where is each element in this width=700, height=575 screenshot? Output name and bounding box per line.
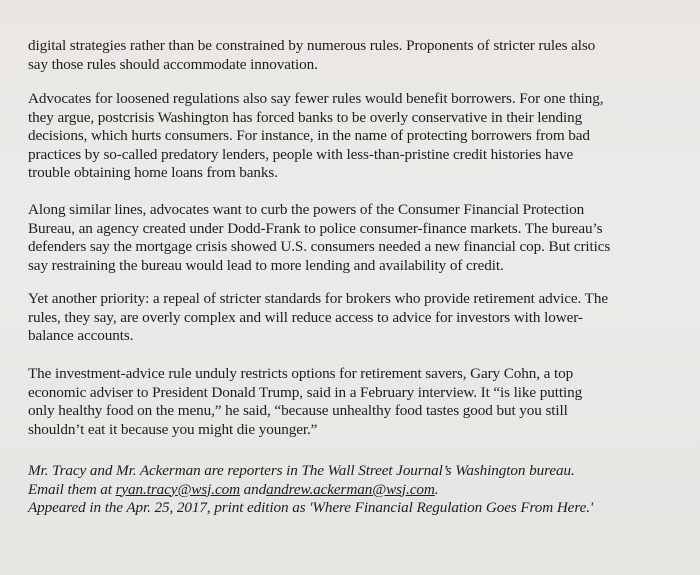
text-line: defenders say the mortgage crisis showed U.S. consumers needed a new financial cop. But critics <box>28 238 611 256</box>
text-line: digital strategies rather than be constrained by numerous rules. Proponents of stricter rules also <box>28 37 596 54</box>
text-line: Along similar lines, advocates want to curb the powers of the Consumer Financial Protection <box>28 201 585 218</box>
email-prefix: Email them at <box>28 480 116 498</box>
text-line: only healthy food on the menu,” he said, “because unhealthy food tastes good but you still <box>28 402 568 420</box>
author-byline <box>28 462 678 518</box>
paragraph-2 <box>28 90 678 183</box>
and-text: and <box>239 480 267 498</box>
email-link-ackerman[interactable]: andrew.ackerman@wsj.com <box>266 480 435 498</box>
byline-line-2 <box>28 481 678 500</box>
text-line: rules, they say, are overly complex and will reduce access to advice for investors with lower- <box>28 308 583 326</box>
paragraph-5 <box>28 365 678 439</box>
paragraph-4 <box>28 290 678 346</box>
text-line: they argue, postcrisis Washington has forced banks to be overly conservative in their lending <box>28 108 583 126</box>
text-line: practices by so-called predatory lenders, people with less-than-pristine credit histories have <box>28 145 574 163</box>
byline-line-1: Mr. Tracy and Mr. Ackerman are reporters in The Wall Street Journal’s Washington bureau. <box>28 462 575 479</box>
text-line: decisions, which hurts consumers. For instance, in the name of protecting borrowers from bad <box>28 127 590 145</box>
text-line: say restraining the bureau would lead to more lending and availability of credit. <box>28 256 504 274</box>
byline-line-3: Appeared in the Apr. 25, 2017, print edition as 'Where Financial Regulation Goes From Here.' <box>28 499 594 517</box>
period: . <box>434 480 439 498</box>
text-line: Bureau, an agency created under Dodd-Frank to police consumer-finance markets. The bureau’s <box>28 219 603 237</box>
paragraph-1 <box>28 37 678 74</box>
text-line: Advocates for loosened regulations also say fewer rules would benefit borrowers. For one thing, <box>28 90 604 107</box>
text-line: Yet another priority: a repeal of stricter standards for brokers who provide retirement advice. The <box>28 290 608 307</box>
paragraph-3 <box>28 201 678 275</box>
text-line: trouble obtaining home loans from banks. <box>28 164 278 182</box>
text-line: economic adviser to President Donald Trump, said in a February interview. It “is like putting <box>28 383 583 401</box>
text-line: say those rules should accommodate innovation. <box>28 55 318 73</box>
text-line: shouldn’t eat it because you might die younger.” <box>28 420 318 438</box>
text-line: balance accounts. <box>28 327 134 345</box>
text-line: The investment-advice rule unduly restricts options for retirement savers, Gary Cohn, a top <box>28 365 574 382</box>
email-link-tracy[interactable]: ryan.tracy@wsj.com <box>115 480 240 498</box>
